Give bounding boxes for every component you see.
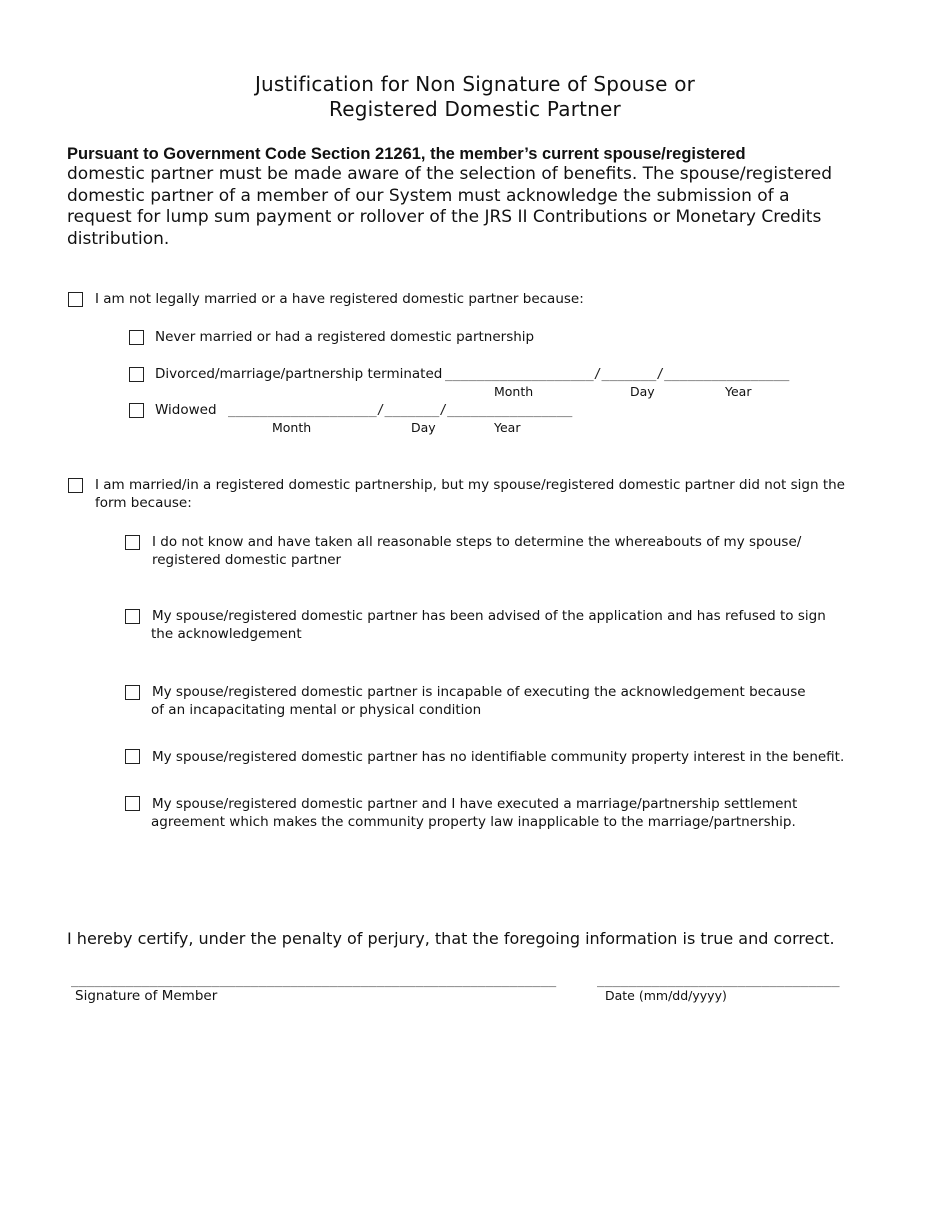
no-property-interest-label: My spouse/registered domestic partner has no identifiable community property interest in the benefit. bbox=[152, 749, 845, 765]
widowed-month-label: Month bbox=[272, 420, 312, 435]
incapable-label-2: of an incapacitating mental or physical condition bbox=[151, 702, 482, 718]
certification-statement: I hereby certify, under the penalty of perjury, that the foregoing information is true and correct. bbox=[67, 929, 835, 948]
widowed-year-label: Year bbox=[494, 420, 521, 435]
married-no-signature-label-2: form because: bbox=[95, 495, 192, 511]
divorced-checkbox[interactable] bbox=[129, 367, 144, 382]
intro-line-3: domestic partner of a member of our System must acknowledge the submission of a bbox=[67, 186, 790, 206]
refused-to-sign-checkbox[interactable] bbox=[125, 609, 140, 624]
whereabouts-unknown-label-1: I do not know and have taken all reasonable steps to determine the whereabouts of my spouse/ bbox=[152, 534, 802, 550]
widowed-label: Widowed bbox=[155, 402, 217, 418]
divorced-month-label: Month bbox=[494, 384, 534, 399]
settlement-agreement-checkbox[interactable] bbox=[125, 796, 140, 811]
form-title-line1: Justification for Non Signature of Spouse or bbox=[254, 72, 696, 96]
whereabouts-unknown-label-2: registered domestic partner bbox=[152, 552, 342, 568]
settlement-agreement-label-2: agreement which makes the community property law inapplicable to the marriage/partnership. bbox=[151, 814, 796, 830]
settlement-agreement-label-1: My spouse/registered domestic partner and I have executed a marriage/partnership settlement bbox=[152, 796, 798, 812]
intro-line-2: domestic partner must be made aware of the selection of benefits. The spouse/registered bbox=[67, 164, 832, 184]
no-property-interest-checkbox[interactable] bbox=[125, 749, 140, 764]
incapable-checkbox[interactable] bbox=[125, 685, 140, 700]
whereabouts-unknown-checkbox[interactable] bbox=[125, 535, 140, 550]
date-label: Date (mm/dd/yyyy) bbox=[605, 988, 727, 1003]
date-line[interactable]: _______________________________ bbox=[597, 973, 840, 988]
not-married-label: I am not legally married or a have registered domestic partner because: bbox=[95, 291, 584, 307]
incapable-label-1: My spouse/registered domestic partner is incapable of executing the acknowledgement because bbox=[152, 684, 806, 700]
refused-to-sign-label-2: the acknowledgement bbox=[151, 626, 302, 642]
widowed-checkbox[interactable] bbox=[129, 403, 144, 418]
divorced-date-line[interactable]: ___________________/_______/________________ bbox=[445, 367, 790, 382]
divorced-day-label: Day bbox=[630, 384, 655, 399]
intro-line-5: distribution. bbox=[67, 229, 170, 249]
widowed-date-line[interactable]: ___________________/_______/________________ bbox=[228, 403, 573, 418]
divorced-label: Divorced/marriage/partnership terminated bbox=[155, 366, 443, 382]
never-married-label: Never married or had a registered domestic partnership bbox=[155, 329, 535, 345]
divorced-year-label: Year bbox=[725, 384, 752, 399]
form-title-line2: Registered Domestic Partner bbox=[329, 97, 621, 121]
refused-to-sign-label-1: My spouse/registered domestic partner has been advised of the application and has refused to sign bbox=[152, 608, 826, 624]
married-no-signature-label-1: I am married/in a registered domestic partnership, but my spouse/registered domestic partner did not sign the bbox=[95, 477, 845, 493]
never-married-checkbox[interactable] bbox=[129, 330, 144, 345]
not-married-checkbox[interactable] bbox=[68, 292, 83, 307]
intro-bold-line: Pursuant to Government Code Section 21261, the member’s current spouse/registered bbox=[67, 145, 746, 163]
married-no-signature-checkbox[interactable] bbox=[68, 478, 83, 493]
widowed-day-label: Day bbox=[411, 420, 436, 435]
intro-line-4: request for lump sum payment or rollover of the JRS II Contributions or Monetary Credits bbox=[67, 207, 822, 227]
signature-label: Signature of Member bbox=[75, 988, 218, 1004]
signature-line[interactable]: ______________________________________________________________ bbox=[71, 973, 557, 988]
